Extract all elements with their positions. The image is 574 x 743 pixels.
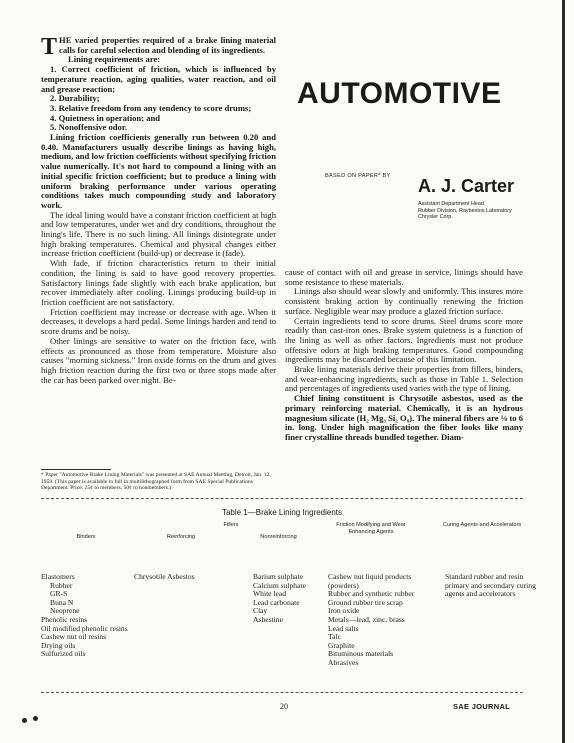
paragraph-text: Chief lining constituent is Chrysotile asbestos, used as the primary reinforcing material. Chemically, it is an hydrous magnesium silicate (H₂ Mg₃ Si₂ O₉). The mineral fibers are ⅛ to 6 in. long. Under high magnification the fiber looks like many finer crystalline threads bundled together. Diam- bbox=[285, 393, 523, 442]
table-cell: Metals—lead, zinc, brass bbox=[328, 614, 405, 624]
paragraph-text: Lining requirements are: bbox=[68, 54, 161, 65]
binding-edge bbox=[562, 0, 565, 743]
table-cell: Buna N bbox=[50, 597, 74, 607]
table-cell: Iron oxide bbox=[328, 606, 360, 616]
paragraph-text: Other linings are sensitive to water on the friction face, with effects as pronounced as those from temperature. Moisture also causes "morning sickness." Iron oxide forms on the drum and gives high friction reaction during the first two or three stops made after the car has been parked over night. Be- bbox=[41, 335, 276, 385]
table bbox=[41, 522, 541, 682]
paragraph-text: With fade, if friction characteristics return to their initial condition, the lining is said to have good recovery properties. Satisfactory linings fade slightly with each brake application, but recover immediately after cooling. Linings producing build-up in friction coefficient are not satisfactory. bbox=[41, 258, 276, 307]
table-cell: Graphite bbox=[328, 640, 355, 650]
table-cell: Oil modified phenolic resins bbox=[41, 623, 128, 633]
table-cell: Rubber bbox=[50, 580, 73, 590]
table-cell: Phenolic resins bbox=[41, 614, 88, 624]
table-cell: Talc bbox=[328, 632, 341, 642]
table-cell: Drying oils bbox=[41, 640, 76, 650]
fillers-header: Fillers bbox=[223, 522, 239, 528]
punch-hole-mark bbox=[22, 718, 27, 723]
column-header-nonreinforcing: Nonreinforcing bbox=[260, 534, 297, 540]
table-cell: Elastomers bbox=[41, 572, 75, 581]
column-header-curing: Curing Agents and Accelerators bbox=[442, 522, 522, 528]
paragraph-text: HE varied properties required of a brake lining material calls for careful selection and blending of its ingredients. bbox=[59, 35, 276, 55]
paragraph bbox=[285, 268, 523, 287]
based-on-label: BASED ON PAPER* BY bbox=[325, 173, 391, 179]
affiliation-line: Assistant Department Head bbox=[418, 201, 484, 207]
paragraph-text: Certain ingredients tend to score drums. Steel drums score more readily than cast-iron ones. Brake system quietness is a function of the lining as well as other factors. Ingredients must not produce offensive odors at high braking temperatures. Good compounding ingredients may be discarded because of this limitation. bbox=[285, 315, 523, 365]
curing-column bbox=[445, 573, 545, 599]
left-column bbox=[41, 36, 276, 385]
paragraph-text: 3. Relative freedom from any tendency to score drums; bbox=[50, 102, 252, 113]
friction-column bbox=[328, 573, 440, 668]
table-cell: Sulfurized oils bbox=[41, 649, 86, 659]
author-affiliation bbox=[418, 201, 512, 221]
journal-name: SAE JOURNAL bbox=[453, 702, 511, 711]
paragraph-text: The ideal lining would have a constant friction coefficient at high and low temperatures, under wet and dry conditions, throughout the lining's life. There is no such lining. All linings disintegrate under high braking temperatures. Chemical and physical changes either increase friction coefficient (build-up) or decrease it (fade). bbox=[41, 209, 276, 259]
footnote-rule bbox=[41, 469, 111, 470]
column-header-reinforcing: Reinforcing bbox=[166, 534, 196, 540]
table-cell: Cashew nut liquid products (powders) bbox=[328, 572, 412, 590]
table-cell: Cashew nut oil resins bbox=[41, 632, 107, 642]
table-cell: Barium sulphate bbox=[253, 572, 303, 581]
paragraph bbox=[285, 287, 523, 316]
paragraph-text: cause of contact with oil and grease in service, linings should have some resistance to these materials. bbox=[285, 267, 523, 287]
footnote: * Paper "Automotive Brake Lining Materials" was presented at SAE Annual Meeting, Detroit, Jan. 12, 1959. (This paper is available in full in multilithographed form from SAE Special Publications Department. Price: 25¢ to members, 50¢ to nonmembers.) bbox=[41, 472, 271, 492]
table-top-rule bbox=[41, 498, 523, 499]
column-header-binders: Binders bbox=[76, 534, 96, 540]
table-cell: Abrasives bbox=[328, 657, 359, 667]
paragraph bbox=[285, 365, 523, 394]
page-number: 20 bbox=[280, 702, 288, 711]
nonreinforcing-column bbox=[253, 573, 333, 625]
article-title: AUTOMOTIVE bbox=[297, 77, 502, 110]
table-cell: Calcium sulphate bbox=[253, 580, 306, 590]
table-cell: Asbestine bbox=[253, 614, 283, 624]
paragraph-text: Brake lining materials derive their properties from fillers, binders, and wear-enhancing ingredients, such as those in Table 1. Selection and percentages of ingredients used varies with the type of lining. bbox=[285, 364, 523, 394]
table-cell: Neoprene bbox=[50, 606, 80, 616]
table-bottom-rule bbox=[41, 692, 523, 693]
table-cell: Ground rubber tire scrap bbox=[328, 597, 403, 607]
table-cell: GR-S bbox=[50, 589, 68, 599]
paragraph-text: Friction coefficient may increase or decrease with age. When it decreases, it develops a hard pedal. Some linings harden and tend to score drums and be noisy. bbox=[41, 306, 276, 337]
paragraph bbox=[41, 133, 276, 211]
binders-column bbox=[41, 573, 141, 659]
paragraph-text: 4. Quietness in operation; and bbox=[50, 112, 161, 123]
paragraph bbox=[285, 317, 523, 366]
author-name: A. J. Carter bbox=[418, 176, 515, 196]
paragraph-text: 5. Nonoffensive odor. bbox=[50, 122, 128, 133]
table-cell: Bituminous materials bbox=[328, 649, 394, 659]
table-cell: Lead salts bbox=[328, 623, 359, 633]
drop-cap: T bbox=[41, 34, 58, 60]
table-cell: Chrysotile Asbestos bbox=[134, 572, 195, 581]
paragraph bbox=[41, 65, 276, 94]
reinforcing-column bbox=[134, 573, 244, 582]
table-cell: Clay bbox=[253, 606, 268, 616]
paragraph bbox=[285, 394, 523, 443]
table-cell: Rubber and synthetic rubber bbox=[328, 589, 415, 599]
affiliation-line: Rubber Division, Raybestos Laboratory bbox=[418, 207, 512, 214]
table-cell: White lead bbox=[253, 589, 287, 599]
paragraph bbox=[41, 308, 276, 337]
column-header-friction: Friction Modifying and Wear Enhancing Agents bbox=[336, 522, 406, 535]
table-title: Table 1—Brake Lining Ingredients bbox=[221, 508, 343, 517]
paragraph bbox=[41, 211, 276, 260]
paragraph-text: Linings also should wear slowly and uniformly. This insures more consistent braking action by continually renewing the friction surface. Negligible wear may produce a glazed friction surface. bbox=[285, 286, 523, 316]
punch-hole-mark bbox=[33, 716, 38, 721]
paragraph-text: 2. Durability; bbox=[50, 93, 100, 104]
affiliation-line: Chrysler Corp. bbox=[418, 214, 453, 220]
table-cell: Lead carbonate bbox=[253, 597, 300, 607]
paragraph-text: Lining friction coefficients generally run between 0.20 and 0.40. Manufacturers usually describe linings as having high, medium, and low friction coefficients without specifying friction value numerically. It's not hard to compound a lining with an initial specific friction coefficient; but to produce a lining with uniform braking performance under various operating conditions takes much compounding study and laboratory work. bbox=[41, 132, 276, 210]
right-column bbox=[285, 268, 523, 443]
paragraph bbox=[41, 337, 276, 386]
paragraph-text: 1. Correct coefficient of friction, which is influenced by temperature reaction, aging qualities, water reaction, and oil and grease reaction; bbox=[41, 64, 276, 94]
paragraph bbox=[41, 259, 276, 308]
table-cell: Standard rubber and resin primary and secondary curing agents and accelerators bbox=[445, 572, 536, 599]
